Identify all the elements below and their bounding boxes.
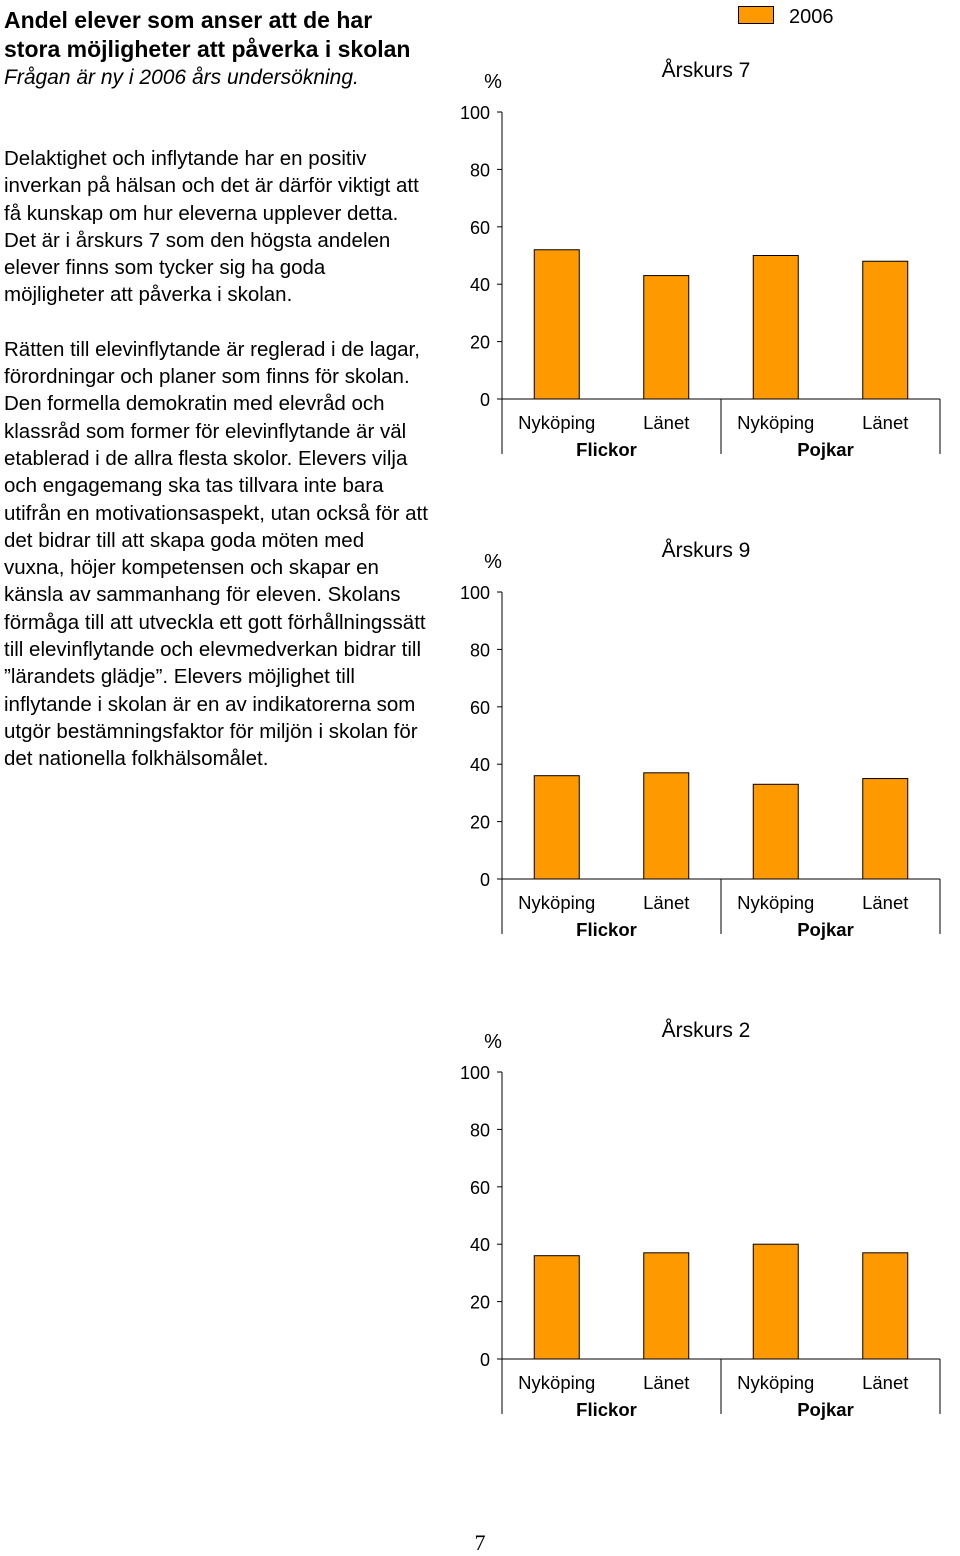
bar (644, 276, 689, 399)
y-tick-label: 20 (469, 332, 490, 353)
y-tick-label: 40 (469, 755, 490, 776)
group-label: Pojkar (797, 1399, 854, 1420)
page-number: 7 (474, 1530, 486, 1555)
bar-chart-arskurs-7 (440, 55, 960, 525)
y-tick-label: 80 (469, 640, 490, 661)
y-axis-label: % (484, 551, 502, 573)
x-tick-label: Nyköping (737, 1372, 815, 1393)
bar (863, 261, 908, 399)
x-tick-label: Nyköping (518, 892, 596, 913)
bar (753, 784, 798, 879)
bar (863, 1253, 908, 1359)
bar-chart-arskurs-2 (440, 1015, 960, 1485)
x-tick-label: Länet (643, 412, 690, 433)
chart-title: Årskurs 9 (661, 539, 751, 562)
group-label: Flickor (576, 919, 637, 940)
y-tick-label: 60 (469, 697, 490, 718)
y-tick-label: 0 (479, 870, 490, 890)
y-tick-label: 20 (469, 812, 490, 833)
page-title: Andel elever som anser att de har stora möjligheter att påverka i skolan (4, 7, 411, 62)
y-axis-label: % (484, 1031, 502, 1053)
y-tick-label: 0 (479, 390, 490, 410)
legend-swatch (738, 6, 774, 24)
y-axis-label: % (484, 71, 502, 93)
y-tick-label: 60 (469, 217, 490, 238)
x-tick-label: Nyköping (518, 412, 596, 433)
group-label: Pojkar (797, 439, 854, 460)
bar-chart-arskurs-9 (440, 535, 960, 1005)
bar (534, 250, 579, 399)
chart-svg (440, 535, 960, 1005)
group-label: Flickor (576, 439, 637, 460)
y-tick-label: 20 (469, 1292, 490, 1313)
x-tick-label: Länet (862, 892, 909, 913)
group-label: Pojkar (797, 919, 854, 940)
y-tick-label: 100 (459, 103, 490, 123)
y-tick-label: 40 (469, 275, 490, 296)
body-paragraph: Rätten till elevinflytande är reglerad i de lagar, förordningar och planer som finns för skolan. Den formella demokratin med elevråd och klassråd som former för elevinflytande är väl etablerad i de allra flesta skolor. Elevers vilja och engagemang ska tas tillvara inte bara utifrån en motivationsaspekt, utan också för att det bidrar till att skapa goda möten med vuxna, höjer kompetensen och skapar en känsla av sammanhang för eleven. Skolans förmåga till att utveckla ett gott förhållningssätt till elevinflytande och elevmedverkan bidrar till ”lärandets glädje”. Elevers möjlighet till inflytande i skolan är en av indikatorerna som utgör bestämningsfaktor för miljön i skolan för det nationella folkhälsomålet. (4, 337, 428, 771)
legend-label: 2006 (789, 6, 834, 28)
bar (534, 776, 579, 879)
chart-svg (440, 1015, 960, 1485)
y-tick-label: 0 (479, 1350, 490, 1370)
y-tick-label: 80 (469, 1120, 490, 1141)
chart-svg (440, 55, 960, 525)
y-tick-label: 100 (459, 583, 490, 603)
y-tick-label: 100 (459, 1063, 490, 1083)
chart-title: Årskurs 7 (661, 59, 751, 82)
bar (534, 1256, 579, 1359)
x-tick-label: Länet (643, 892, 690, 913)
page-subtitle: Frågan är ny i 2006 års undersökning. (4, 66, 359, 89)
x-tick-label: Nyköping (737, 412, 815, 433)
x-tick-label: Nyköping (737, 892, 815, 913)
x-tick-label: Nyköping (518, 1372, 596, 1393)
text-column (4, 6, 429, 773)
y-tick-label: 80 (469, 160, 490, 181)
bar (644, 773, 689, 879)
x-tick-label: Länet (862, 1372, 909, 1393)
bar (863, 779, 908, 879)
bar (753, 1244, 798, 1359)
group-label: Flickor (576, 1399, 637, 1420)
chart-title: Årskurs 2 (661, 1019, 751, 1042)
x-tick-label: Länet (862, 412, 909, 433)
body-paragraph: Delaktighet och inflytande har en positiv inverkan på hälsan och det är därför viktigt att få kunskap om hur eleverna upplever detta. Det är i årskurs 7 som den högsta andelen elever finns som tycker sig ha goda möjligheter att påverka i skolan. (4, 147, 419, 307)
y-tick-label: 40 (469, 1235, 490, 1256)
y-tick-label: 60 (469, 1177, 490, 1198)
bar (753, 256, 798, 400)
bar (644, 1253, 689, 1359)
x-tick-label: Länet (643, 1372, 690, 1393)
